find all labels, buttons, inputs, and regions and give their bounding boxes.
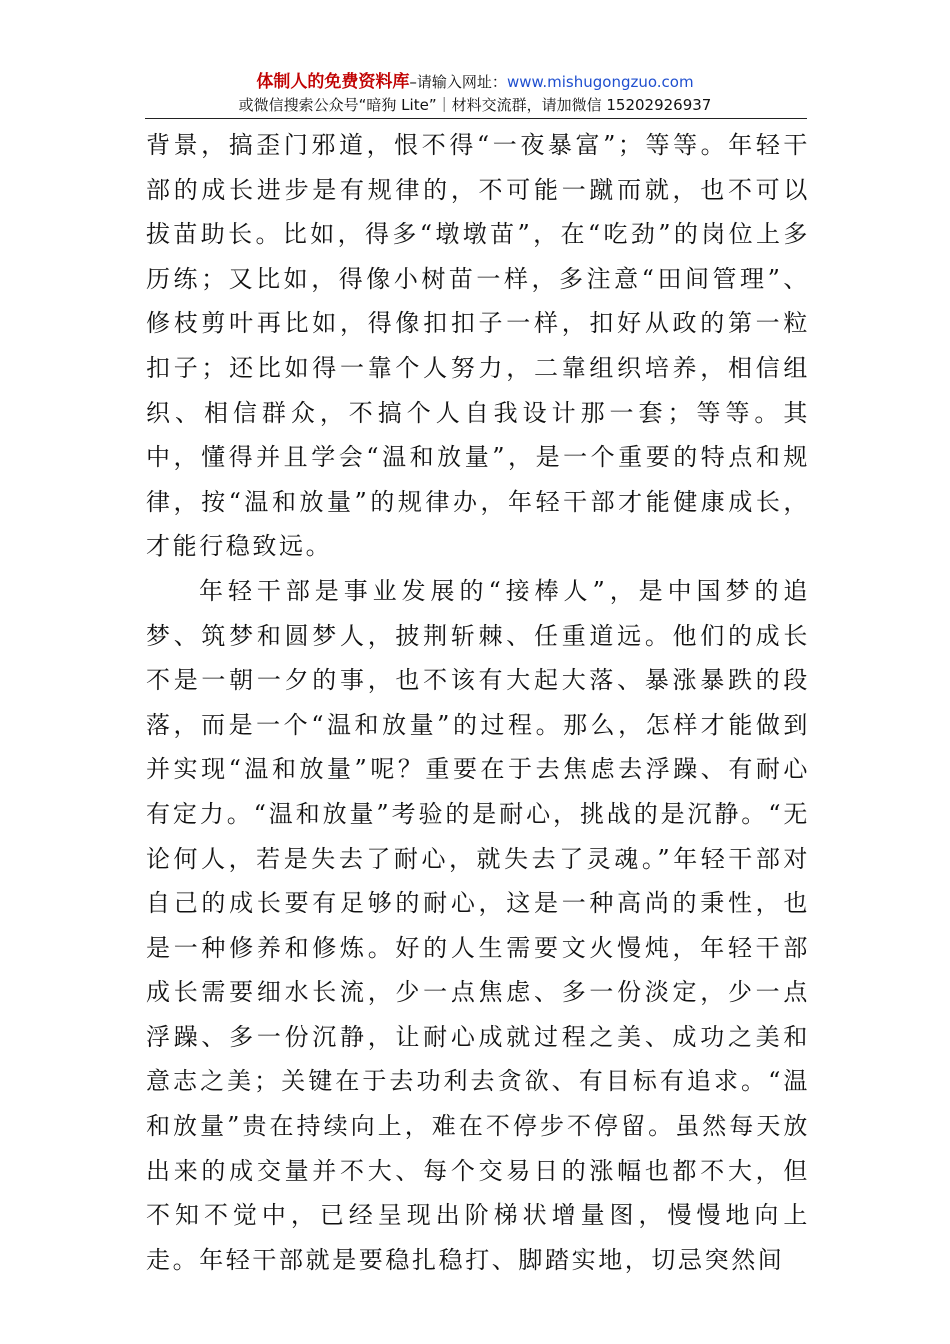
url-prompt: –请输入网址： [409, 73, 507, 91]
paragraph-2: 年轻干部是事业发展的“接棒人”，是中国梦的追梦、筑梦和圆梦人，披荆斩棘、任重道远。他们的成长不是一朝一夕的事，也不该有大起大落、暴涨暴跌的段落，而是一个“温和放量”的过程。那么，怎样才能做到并实现“温和放量”呢？重要在于去焦虑去浮躁、有耐心有定力。“温和放量”考验的是耐心，挑战的是沉静。“无论何人，若是失去了耐心，就失去了灵魂。”年轻干部对自己的成长要有足够的耐心，这是一种高尚的秉性，也是一种修养和修炼。好的人生需要文火慢炖，年轻干部成长需要细水长流，少一点焦虑、多一份淡定，少一点浮躁、多一份沉静，让耐心成就过程之美、成功之美和意志之美；关键在于去功利去贪欲、有目标有追求。“温和放量”贵在持续向上，难在不停步不停留。虽然每天放出来的成交量并不大、每个交易日的涨幅也都不大，但不知不觉中，已经呈现出阶梯状增量图，慢慢地向上走。年轻干部就是要稳扎稳打、脚踏实地，切忌突然间 [146, 576, 810, 1274]
header-line-1 [0, 70, 950, 94]
document-body [146, 123, 810, 1282]
website-link[interactable]: www.mishugongzuo.com [506, 73, 694, 91]
header-line-2: 或微信搜索公众号“暗狗 Lite”｜材料交流群，请加微信 15202926937 [238, 96, 712, 114]
paragraph-1: 背景，搞歪门邪道，恨不得“一夜暴富”；等等。年轻干部的成长进步是有规律的，不可能一蹴而就，也不可以拔苗助长。比如，得多“墩墩苗”，在“吃劲”的岗位上多历练；又比如，得像小树苗一样，多注意“田间管理”、修枝剪叶再比如，得像扣扣子一样，扣好从政的第一粒扣子；还比如得一靠个人努力，二靠组织培养，相信组织、相信群众，不搞个人自我设计那一套；等等。其中，懂得并且学会“温和放量”，是一个重要的特点和规律，按“温和放量”的规律办，年轻干部才能健康成长，才能行稳致远。 [146, 131, 810, 561]
page-header [0, 70, 950, 116]
brand-title: 体制人的免费资料库 [256, 72, 410, 92]
header-divider [145, 118, 807, 119]
